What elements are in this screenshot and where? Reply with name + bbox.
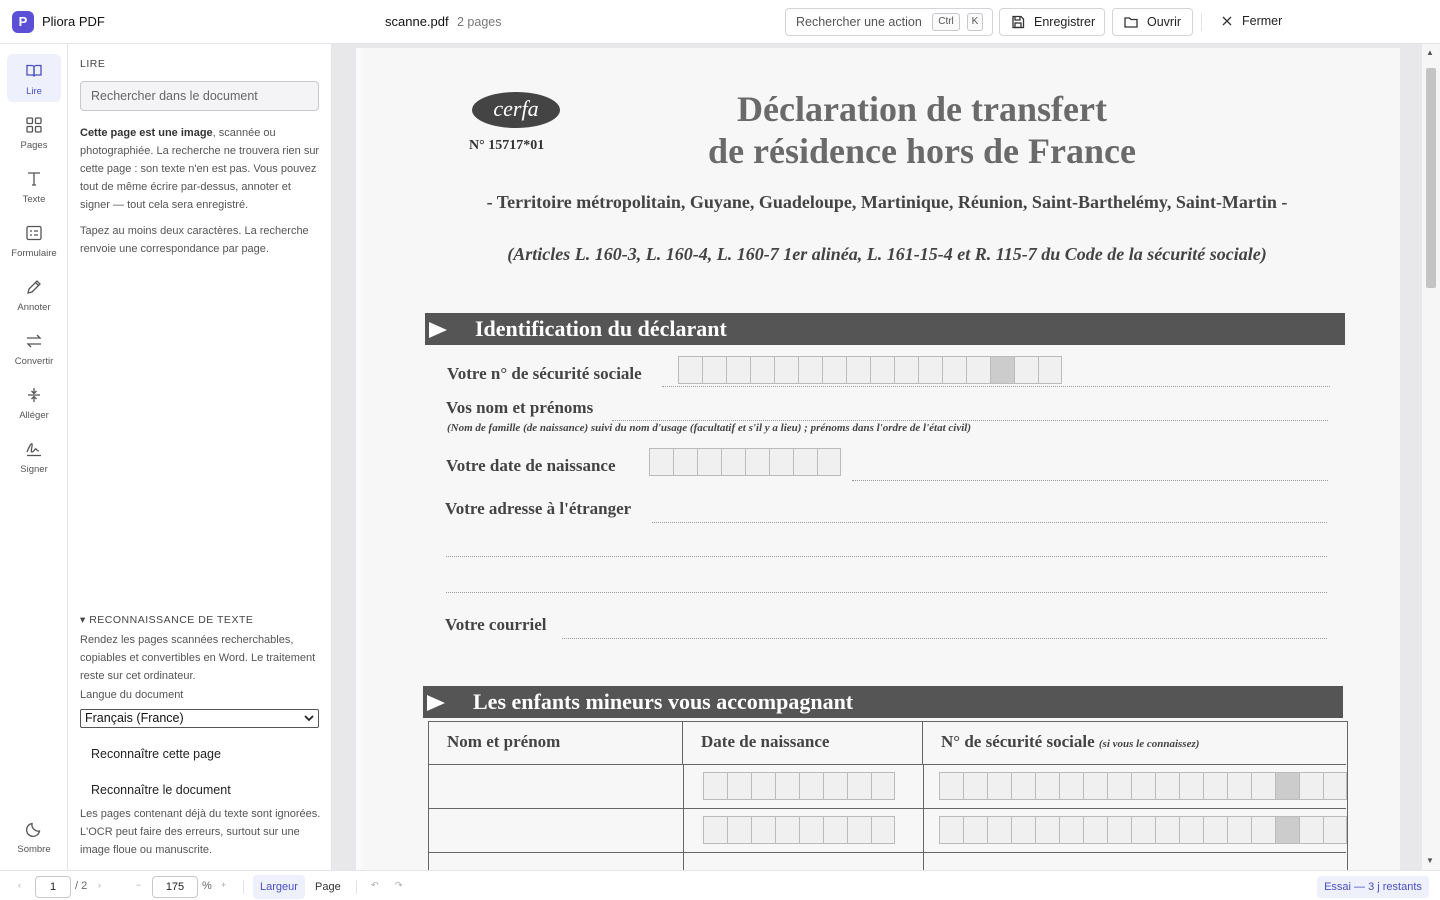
document-search-input[interactable] (80, 81, 319, 111)
rail-item-formulaire[interactable] (7, 216, 61, 264)
rail-label-signer: Signer (20, 464, 48, 475)
field-dob-boxes (649, 448, 841, 476)
col-header-name: Nom et prénom (429, 722, 683, 764)
cerfa-logo: cerfa (472, 92, 560, 128)
section-arrow-icon (427, 695, 445, 711)
scroll-up-arrow[interactable]: ▲ (1426, 48, 1434, 57)
table-row (429, 808, 1346, 809)
field-address-line-1 (652, 522, 1327, 523)
toolbar-divider (1201, 13, 1202, 31)
field-address-line-3 (446, 592, 1327, 593)
cerfa-number: N° 15717*01 (469, 138, 545, 153)
field-ssn-line (662, 386, 1330, 387)
footer-divider (356, 880, 357, 894)
col-divider (683, 764, 684, 870)
tool-rail (0, 44, 68, 870)
field-address-label: Votre adresse à l'étranger (445, 499, 632, 518)
next-page-icon[interactable]: › (98, 880, 101, 890)
panel-heading: LIRE (80, 58, 106, 70)
field-email-line (562, 638, 1327, 639)
field-name-label: Vos nom et prénoms (446, 398, 594, 417)
prev-page-icon[interactable]: ‹ (18, 880, 21, 890)
col-header-ssn (923, 722, 1347, 764)
field-ssn-boxes (678, 356, 1062, 384)
zoom-input[interactable]: 175 (152, 876, 198, 898)
child2-dob-boxes (703, 816, 895, 844)
language-label: Langue du document (80, 689, 184, 701)
form-territories: - Territoire métropolitain, Guyane, Guadeloupe, Martinique, Réunion, Saint-Barthelémy, Saint-Martin - (486, 192, 1288, 212)
app-name: Pliora PDF (42, 14, 105, 29)
footer-divider (243, 880, 244, 894)
rail-label-lire: Lire (26, 86, 42, 97)
text-icon (25, 170, 43, 188)
scroll-down-arrow[interactable]: ▼ (1426, 856, 1434, 865)
bottom-bar (0, 870, 1440, 900)
rail-label-alleger: Alléger (19, 410, 49, 421)
fit-page-button[interactable]: Page (315, 881, 341, 893)
section-declarant-title: Identification du déclarant (475, 316, 727, 341)
save-label: Enregistrer (1034, 15, 1096, 29)
section-children (423, 686, 1343, 718)
rail-label-formulaire: Formulaire (11, 248, 57, 259)
form-articles: (Articles L. 160-3, L. 160-4, L. 160-7 1er alinéa, L. 161-15-4 et R. 115-7 du Code de la sécurité sociale) (507, 244, 1267, 264)
recognize-page-button[interactable]: Reconnaître cette page (91, 747, 221, 761)
rail-item-alleger[interactable] (7, 378, 61, 426)
language-select-value: Français (France) (85, 711, 184, 725)
field-dob-line (852, 480, 1328, 481)
child1-ssn-boxes (939, 772, 1347, 800)
pencil-icon (25, 278, 43, 296)
section-declarant (425, 313, 1345, 345)
zoom-unit: % (202, 880, 212, 892)
field-dob-label: Votre date de naissance (446, 456, 616, 475)
rail-item-lire[interactable] (7, 54, 61, 102)
form-title-line1: Déclaration de transfert (737, 89, 1107, 129)
open-label: Ouvrir (1147, 15, 1182, 29)
field-email-label: Votre courriel (445, 615, 547, 634)
close-icon (1222, 16, 1232, 26)
children-table (428, 721, 1348, 870)
field-ssn-label: Votre n° de sécurité sociale (447, 364, 642, 383)
ocr-section-toggle[interactable]: ▾ RECONNAISSANCE DE TEXTE (80, 614, 254, 626)
undo-icon[interactable]: ↶ (371, 880, 379, 890)
grid-icon (25, 116, 43, 134)
document-filename: scanne.pdf (385, 14, 449, 29)
page-number-input[interactable]: 1 (35, 876, 71, 898)
form-icon (25, 224, 43, 242)
close-label: Fermer (1242, 14, 1283, 28)
scan-info-bold: Cette page est une image (80, 127, 213, 139)
redo-icon[interactable]: ↷ (395, 880, 403, 890)
rail-item-signer[interactable] (7, 432, 61, 480)
action-search-input[interactable] (785, 8, 993, 36)
folder-icon (1124, 15, 1138, 29)
theme-toggle-button[interactable] (7, 812, 61, 860)
scrollbar-thumb[interactable] (1426, 68, 1436, 288)
field-name-hint: (Nom de famille (de naissance) suivi du nom d'usage (facultatif et s'il y a lieu) ; prénoms dans l'ordre de l'état civil) (447, 422, 971, 434)
col-header-ssn-hint: (si vous le connaissez) (1098, 738, 1200, 750)
page-total: / 2 (75, 880, 88, 892)
recognize-document-button[interactable]: Reconnaître le document (91, 783, 231, 797)
zoom-in-icon[interactable]: + (221, 880, 227, 890)
read-panel (68, 44, 332, 870)
document-page-count: 2 pages (457, 15, 502, 29)
col-header-ssn-label: N° de sécurité sociale (941, 732, 1095, 751)
scan-info-text (80, 124, 322, 214)
col-divider (923, 764, 924, 870)
section-arrow-icon (429, 322, 447, 338)
rail-label-convertir: Convertir (14, 356, 54, 367)
convert-icon (25, 332, 43, 350)
open-button[interactable] (1112, 8, 1193, 36)
field-name-line (612, 420, 1328, 421)
table-row (429, 764, 1346, 765)
scan-info-rest: , scannée ou photographiée. La recherche ne trouvera rien sur cette page : son texte n'en est pas. Vous pouvez tout de même écrire par-dessus, annoter et signer — tout cela sera enregistré. (80, 127, 320, 211)
action-search-placeholder: Rechercher une action (796, 15, 922, 29)
form-title (662, 88, 1182, 172)
child2-ssn-boxes (939, 816, 1347, 844)
book-icon (25, 62, 43, 80)
field-address-line-2 (446, 556, 1327, 557)
close-button[interactable] (1222, 14, 1282, 28)
ocr-note: Les pages contenant déjà du texte sont ignorées. L'OCR peut faire des erreurs, surtout sur une image floue ou manuscrite. (80, 808, 321, 856)
col-header-dob: Date de naissance (683, 722, 923, 764)
save-button[interactable] (999, 8, 1105, 36)
rail-label-texte: Texte (22, 194, 46, 205)
ocr-description: Rendez les pages scannées recherchables, copiables et convertibles en Word. Le traitement reste sur cet ordinateur. (80, 634, 316, 682)
rail-item-annoter[interactable] (7, 270, 61, 318)
shortcut-k-key: K (967, 13, 983, 31)
trial-badge[interactable]: Essai — 3 j restants (1317, 876, 1429, 898)
rail-label-pages: Pages (20, 140, 48, 151)
theme-label: Sombre (17, 844, 51, 855)
chevron-down-icon (304, 715, 314, 722)
compress-icon (25, 386, 43, 404)
top-bar (0, 0, 1440, 44)
document-search-placeholder: Rechercher dans le document (91, 89, 258, 103)
app-logo: P (12, 11, 34, 33)
zoom-out-icon[interactable]: − (136, 880, 142, 890)
document-viewer[interactable] (332, 44, 1440, 870)
rail-item-texte[interactable] (7, 162, 61, 210)
form-title-line2: de résidence hors de France (708, 131, 1136, 171)
child1-dob-boxes (703, 772, 895, 800)
section-children-title: Les enfants mineurs vous accompagnant (473, 689, 854, 714)
shortcut-ctrl-key: Ctrl (932, 13, 960, 31)
fit-width-button[interactable]: Largeur (253, 875, 305, 899)
save-icon (1011, 15, 1025, 29)
search-hint: Tapez au moins deux caractères. La recherche renvoie une correspondance par page. (80, 225, 309, 255)
rail-item-pages[interactable] (7, 108, 61, 156)
signature-icon (25, 440, 43, 458)
viewer-scrollbar[interactable] (1422, 44, 1440, 870)
table-row (429, 852, 1346, 853)
language-select[interactable] (80, 709, 319, 728)
scanned-image (362, 48, 1400, 870)
rail-item-convertir[interactable] (7, 324, 61, 372)
pdf-page[interactable] (356, 48, 1400, 870)
moon-icon (25, 820, 43, 838)
rail-label-annoter: Annoter (17, 302, 51, 313)
